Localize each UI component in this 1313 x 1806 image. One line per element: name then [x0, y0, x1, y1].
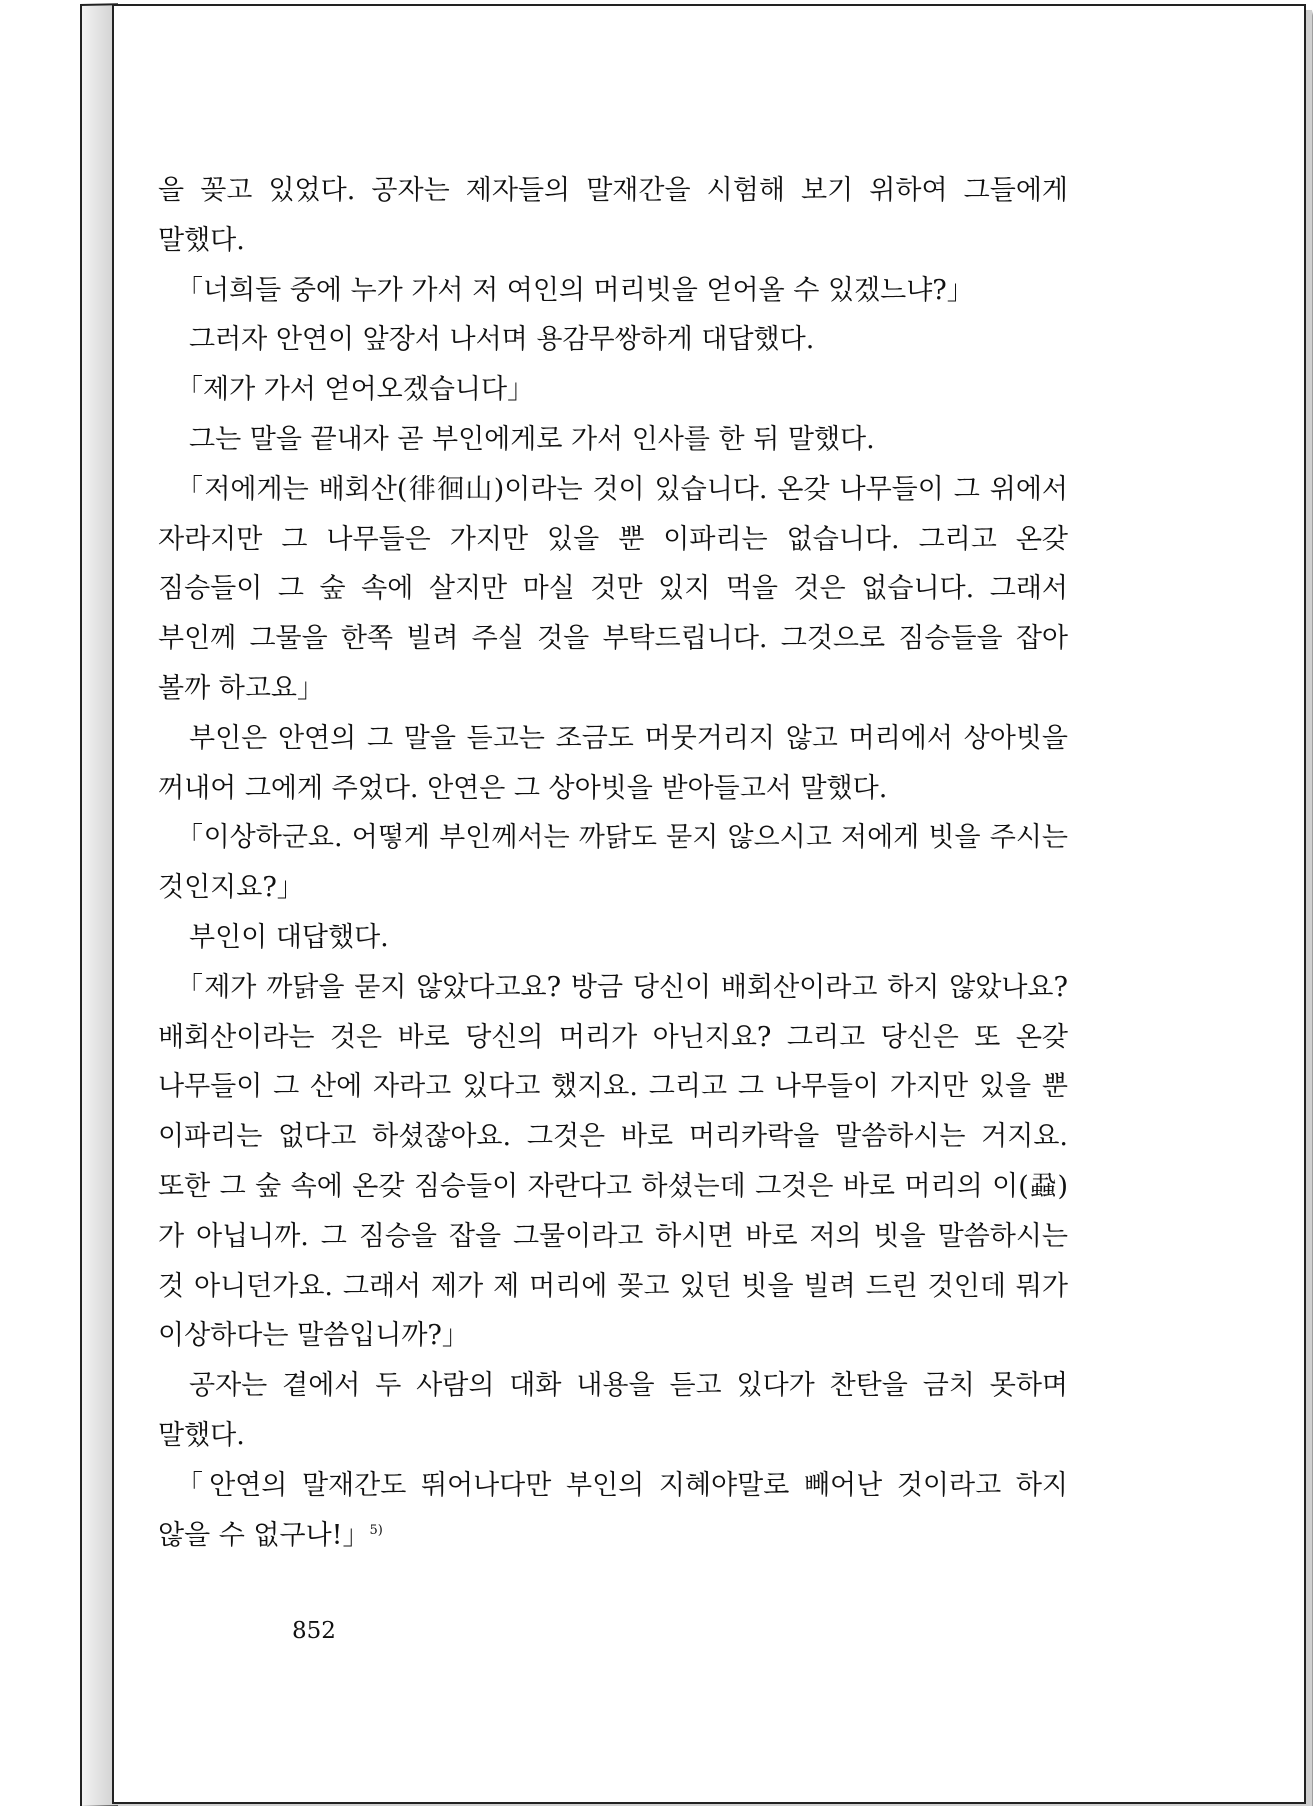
- paragraph-8-quote: 「이상하군요. 어떻게 부인께서는 까닭도 묻지 않으시고 저에게 빗을 주시는 것인지요?」: [158, 822, 1068, 904]
- paragraph-5: 그는 말을 끝내자 곧 부인에게로 가서 인사를 한 뒤 말했다.: [189, 423, 875, 455]
- footnote-marker: 5): [369, 1522, 383, 1538]
- paragraph-1: 을 꽂고 있었다. 공자는 제자들의 말재간을 시험해 보기 위하여 그들에게 말했다.: [158, 175, 1068, 256]
- paragraph-12-text: 「안연의 말재간도 뛰어나다만 부인의 지혜야말로 빼어난 것이라고 하지 않을 수 없구나!」: [158, 1469, 1068, 1551]
- paragraph-9: 부인이 대답했다.: [189, 921, 389, 953]
- paragraph-11: 공자는 곁에서 두 사람의 대화 내용을 듣고 있다가 찬탄을 금치 못하며 말했다.: [158, 1370, 1068, 1451]
- paragraph-10-quote: 「제가 까닭을 묻지 않았다고요? 방금 당신이 배회산이라고 하지 않았나요? 배회산이라는 것은 바로 당신의 머리가 아닌지요? 그리고 당신은 또 온갖 나무들이 그 산에 자라고 있다고 했지요. 그리고 그 나무들이 가지만 있을 뿐 이파리는 없다고 하셨잖아요. 그것은 바로 머리카락을 말씀하시는 거지요. 또한 그 숲 속에 온갖 짐승들이 자란다고 하셨는데 그것은 바로 머리의 이(蝨)가 아닙니까. 그 짐승을 잡을 그물이라고 하시면 바로 저의 빗을 말씀하시는 것 아니던가요. 그래서 제가 제 머리에 꽂고 있던 빗을 빌려 드린 것인데 뭐가 이상하다는 말씀입니까?」: [158, 971, 1068, 1352]
- paragraph-6-quote: 「저에게는 배회산(徘徊山)이라는 것이 있습니다. 온갖 나무들이 그 위에서 자라지만 그 나무들은 가지만 있을 뿐 이파리는 없습니다. 그리고 온갖 짐승들이 그 숲 속에 살지만 마실 것만 있지 먹을 것은 없습니다. 그래서 부인께 그물을 한쪽 빌려 주실 것을 부탁드립니다. 그것으로 짐승들을 잡아 볼까 하고요」: [158, 473, 1068, 704]
- paragraph-7: 부인은 안연의 그 말을 듣고는 조금도 머뭇거리지 않고 머리에서 상아빗을 꺼내어 그에게 주었다. 안연은 그 상아빗을 받아들고서 말했다.: [158, 722, 1068, 804]
- body-text: [158, 166, 1068, 1560]
- paragraph-2-quote: 「너희들 중에 누가 가서 저 여인의 머리빗을 얻어올 수 있겠느냐?」: [176, 274, 974, 306]
- paragraph-3: 그러자 안연이 앞장서 나서며 용감무쌍하게 대답했다.: [189, 324, 815, 356]
- page-number: 852: [292, 1618, 336, 1644]
- paragraph-4-quote: 「제가 가서 얻어오겠습니다」: [176, 374, 535, 406]
- paragraph-12-quote: [158, 1461, 1068, 1561]
